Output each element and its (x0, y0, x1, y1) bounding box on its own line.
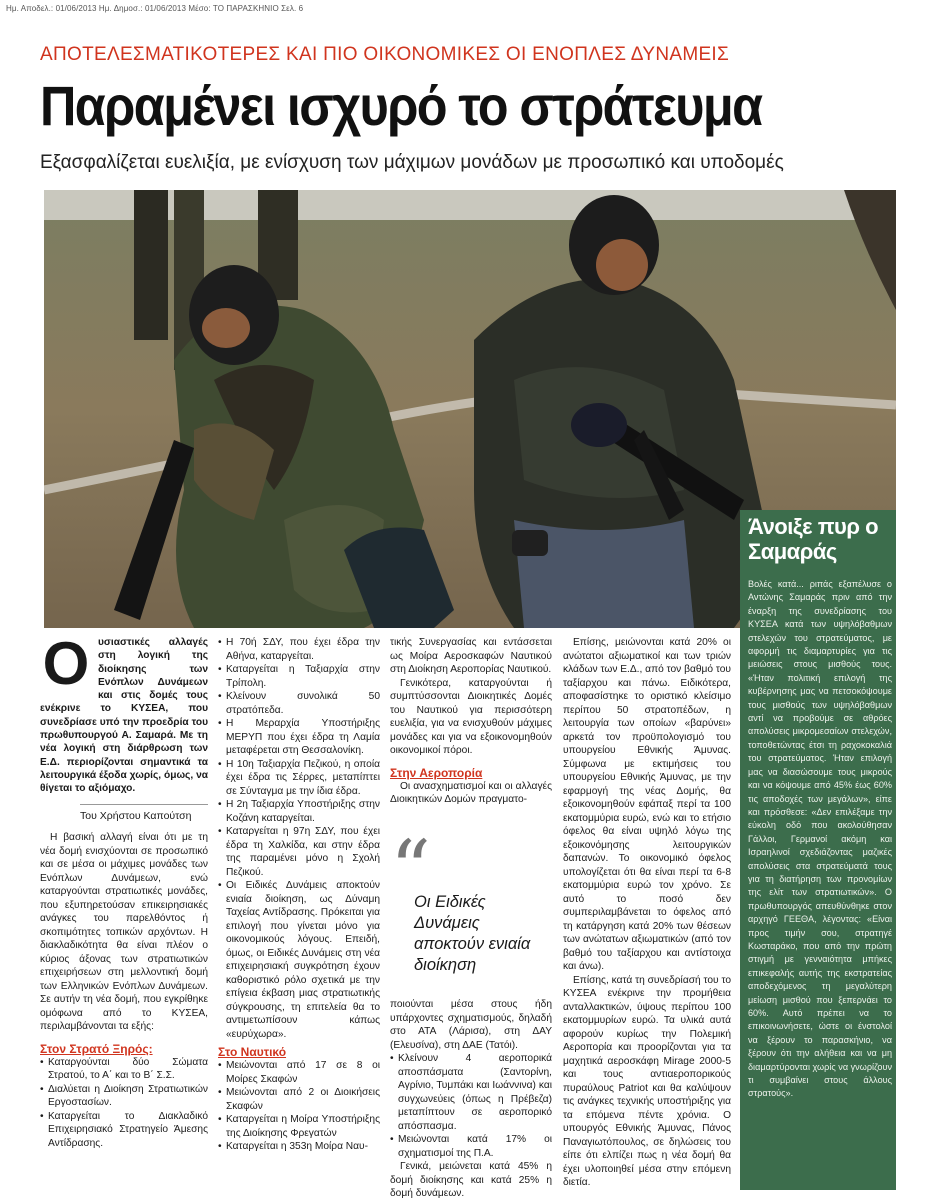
column-4 (563, 636, 731, 1190)
list-item: • Η Μεραρχία Υποστήριξης ΜΕΡΥΠ που έχει έδρα τη Λαμία μεταφέρεται στη Θεσσαλονίκη. (218, 717, 380, 758)
dropcap: Ο (42, 630, 90, 697)
list-item: • Καταργούνται δύο Σώματα Στρατού, το Α΄ και το Β΄ Σ.Σ. (40, 1056, 208, 1083)
subheadline: Εξασφαλίζεται ευελιξία, με ενίσχυση των μάχιμων μονάδων με προσωπικό και υποδομές (40, 152, 784, 173)
byline: Του Χρήστου Καπούτση (80, 804, 208, 824)
list-item: • Κλείνουν 4 αεροπορικά αποσπάσματα (Σαντορίνη, Αγρίνιο, Τυμπάκι και Ιωάννινα) και συγχωνεύεις (όπως η Πρέβεζα) μεταπίπτουν σε αεροπορικό απόσπασμα. (390, 1052, 552, 1133)
column-3 (390, 636, 552, 807)
airforce-continued: ποιούνται μέσα στους ήδη υπάρχοντες σχηματισμούς, δηλαδή στο ΑΤΑ (Λάρισα), στη ΔΑΥ (Ελευσίνα), στη ΔΑΕ (Τατόι). (390, 999, 552, 1051)
list-item: • Η 10η Ταξιαρχία Πεζικού, η οποία έχει έδρα τις Σέρρες, μεταπίπτει σε Σύνταγμα με την ίδια έδρα. (218, 758, 380, 799)
list-item: • Κλείνουν συνολικά 50 στρατόπεδα. (218, 690, 380, 717)
list-item: • Οι Ειδικές Δυνάμεις αποκτούν ενιαία διοίκηση, ως Δύναμη Ταχείας Αντίδρασης. Πρόκειται για επιλογή που γίνεται μόνο για οικονομικούς λόγους. Επειδή, όμως, οι Ειδικές Δυνάμεις στη νέα επιχειρησιακή συγκρότηση έχουν καθοριστικό ρόλο σχετικά με την επίγεια έκβαση μιας στρατιωτικής σύγκρουσης, τη επιτελεία θα το αντιμετωπίσουν κάπως «ευρύχωρα». (218, 879, 380, 1041)
pull-quote (390, 823, 540, 976)
sidebar-title: Άνοιξε πυρ ο Σαμαράς (748, 514, 879, 564)
airforce-paragraph: Οι ανασχηματισμοί και οι αλλαγές Διοικητικών Δομών πραγματο- (390, 780, 552, 805)
sidebar-text: Βολές κατά... ριπάς εξαπέλυσε ο Αντώνης Σαμαράς πριν από την έναρξη της συνεδρίασης του ΚΥΣΕΑ κατά των υψηλόβαθμων στελεχών του στρατεύματος, με αφορμή τις διαμαρτυρίες για τις μειώσεις στους μισθούς τους. «Ήταν πολιτική επιλογή της κυβέρνησης μας να πετσοκόψουμε τους μισθούς των υψηλόβαθμων αντί να προβούμε σε αθρόες απολύσεις μικρομεσαίων στελεχών, τοποθετώντας έτσι τη ραχοκοκαλιά του στρατεύματος. Ήταν επιλογή μας να διασώσουμε τους μικρούς και να κόψουμε από 45% έως 60% τις αποδοχές των μεγάλων», είπε και πρόσθεσε: «Δεν επιλέξαμε την εύκολη οδό που ακολούθησαν Γάλλοι, Γερμανοί ακόμη και Ισραηλινοί σχεδιάζοντας μαζικές απολύσεις στα στρατεύματά τους για τη διατήρηση των προνομίων της ελίτ των στρατιωτικών». Ο πρωθυπουργός απευθύνθηκε στον αρχηγό ΓΕΕΘΑ, λέγοντας: «Είναι προς τιμήν σου, στρατηγέ Κωσταράκο, που από την πρώτη στιγμή με γενναιότητα μπήκες επικεφαλής αυτής της εκστρατείας αποδεχόμενος τη μεγαλύτερη μείωση μισθού που ξεπερνάει το 60%. Αυτό πρέπει να το επικοινωνήσετε, ώστε οι ένστολοί να ξέρουν το παρασκήνιο, να ξέρουν ότι την αλήθεια και να μη διαμαρτύρονται χωρίς να γνωρίζουν τι συμβαίνει στους άλλους στρατούς». (748, 579, 892, 1099)
procurement-paragraph: Επίσης, κατά τη συνεδρίασή του το ΚΥΣΕΑ ενέκρινε την προμήθεια ανταλλακτικών, ύψους περίπου 100 εκατομμυρίων ευρώ. Τα υλικά αυτά αφορούν κυρίως την Πολεμική Αεροπορία και προορίζονται για τα μαχητικά αεροσκάφη Mirage 2000-5 και τους αντιαεροπορικούς πυραύλους Patriot και θα καλύψουν τις ανάγκες τεχνικής υποστήριξης για τα επόμενα πέντε χρόνια. Ο υπουργός Εθνικής Άμυνας, Πάνος Παναγιωτόπουλος, σε δηλώσεις του είπε ότι ελπίζει πως η νέα δομή θα έχει υλοποιηθεί μέσα στην επόμενη διετία. (563, 974, 731, 1188)
list-item: • Καταργείται η Ταξιαρχία στην Τρίπολη. (218, 663, 380, 690)
section-heading-army: Στον Στρατό Ξηρός: (40, 1041, 153, 1056)
list-item: • Καταργείται η Μοίρα Υποστήριξης της Διοίκησης Φρεγατών (218, 1113, 380, 1140)
body-paragraph: Η βασική αλλαγή είναι ότι με τη νέα δομή ενισχύονται σε προσωπικό και σε μέσα οι μάχιμες μονάδες των Ενόπλων Δυνάμεων, ενώ καταργούνται στρατιωτικές μονάδες, που εξυπηρετούσαν επικειρησιακές ανάγκες του παρελθόντος ή σκοπιμότητες τοπικών αρχόντων. Η διακλαδικότητα θα είναι πλέον ο κύριος άξονας των στρατιωτικών επιχειρήσεων στη μελλοντική δομή των Ελληνικών Ενόπλων Δυνάμεων. Σε αυτήν τη νέα δομή, που εγκρίθηκε ομόφωνα από το ΚΥΣΕΑ, περιλαμβάνονται τα εξής: (40, 832, 208, 1033)
kicker: ΑΠΟΤΕΛΕΣΜΑΤΙΚΟΤΕΡΕΣ ΚΑΙ ΠΙΟ ΟΙΚΟΝΟΜΙΚΕΣ ΟΙ ΕΝΟΠΛΕΣ ΔΥΝΑΜΕΙΣ (40, 44, 730, 65)
army-list (40, 1056, 208, 1151)
list-item: • Καταργείται η 353η Μοίρα Ναυ- (218, 1140, 380, 1154)
army-list-continued (218, 636, 380, 1041)
list-item: • Μειώνονται από 17 σε 8 οι Μοίρες Σκαφών (218, 1059, 380, 1086)
navy-continued: τικής Συνεργασίας και εντάσσεται ως Μοίρα Αεροσκαφών Ναυτικού στη Διοίκηση Αεροπορίας Ναυτικού. (390, 637, 552, 675)
list-item: • Μειώνονται από 2 οι Διοικήσεις Σκαφών (218, 1086, 380, 1113)
column-3-bottom (390, 998, 552, 1201)
clipping-meta-line: Ημ. Αποδελ.: 01/06/2013 Ημ. Δημοσ.: 01/06/2013 Μέσο: ΤΟ ΠΑΡΑΣΚΗΝΙΟ Σελ. 6 (6, 4, 304, 13)
list-item: • Διαλύεται η Διοίκηση Στρατιωτικών Εργοστασίων. (40, 1083, 208, 1110)
column-2 (218, 636, 380, 1154)
quote-mark-icon: “ (390, 823, 431, 916)
airforce-list (390, 1052, 552, 1160)
airforce-summary: Γενικά, μειώνεται κατά 45% η δομή διοίκησης και κατά 25% η δομή δυνάμεων. (390, 1161, 552, 1199)
pull-quote-text: Οι Ειδικές Δυνάμεις αποκτούν ενιαία διοίκηση (414, 893, 531, 974)
list-item: • Καταργείται το Διακλαδικό Επιχειρησιακό Στρατηγείο Άμεσης Αντίδρασης. (40, 1110, 208, 1151)
officers-paragraph: Επίσης, μειώνονται κατά 20% οι ανώτατοι αξιωματικοί και των τριών κλάδων των Ε.Δ., από τον βαθμό του ταξίαρχου και πάνω. Ειδικότερα, αποφασίστηκε το οριστικό κλείσιμο περίπου 50 στρατοπέδων, η λειτουργία των οποίων «βαρύνει» αρκετά τον προϋπολογισμό του υπουργείου Εθνικής Άμυνας. Σύμφωνα με εκτιμήσεις του υπουργείου Εθνικής Άμυνας, με την εφαρμογή της νέας Δομής, θα εξοικονομηθούν εφάπαξ περί τα 100 εκατομμύρια ευρώ, ενώ και το ετήσιο όφελος θα είναι υψηλό λόγω της εξοικονόμησης λειτουργικών δαπανών. Το οικονομικό όφελος υπολογίζεται ότι θα είναι περί τα 6-8 εκατομμύρια ευρώ τον χρόνο. Σε αυτό το ποσό δεν συμπεριλαμβάνεται το όφελος από τη κατάργηση κατά 20% των θέσεων των ανώτατων αξιωματικών (από τον βαθμό του ταξίαρχου και αντίστοιχα και άνω). (563, 637, 731, 972)
list-item: • Η 2η Ταξιαρχία Υποστήριξης στην Κοζάνη καταργείται. (218, 798, 380, 825)
lead-paragraph: υσιαστικές αλλαγές στη λογική της διοίκησης των Ενόπλων Δυνάμεων και στις δομές τους ενέκρινε το ΚΥΣΕΑ, που συνεδρίασε υπό την προεδρία του πρωθυπουργού Α. Σαμαρά. Με τη νέα λογική στη διάρθρωση των Ε.Δ. περιορίζονται σημαντικά τα λειτουργικά έξοδα χωρίς, όμως, να θίγεται το αξιόμαχο. (40, 637, 208, 795)
section-heading-navy: Στο Ναυτικό (218, 1045, 287, 1059)
navy-list (218, 1059, 380, 1154)
navy-paragraph: Γενικότερα, καταργούνται ή συμπτύσσονται Διοικητικές Δομές του Ναυτικού για περισσότερη ευελιξία, για να ενισχυθούν μάχιμες μονάδες και για να εξοικονομηθούν οικονομικοί πόροι. (390, 677, 552, 756)
list-item: • Μειώνονται κατά 17% οι σχηματισμοί της Π.Α. (390, 1133, 552, 1160)
headline: Παραμένει ισχυρό το στράτευμα (40, 74, 762, 137)
column-1 (40, 630, 208, 1150)
list-item: • Καταργείται η 97η ΣΔΥ, που έχει έδρα τη Χαλκίδα, και στην έδρα της παραμένει μόνο η Σχολή Πεζικού. (218, 825, 380, 879)
section-heading-airforce: Στην Αεροπορία (390, 765, 483, 780)
list-item: • Η 70ή ΣΔΥ, που έχει έδρα την Αθήνα, καταργείται. (218, 636, 380, 663)
